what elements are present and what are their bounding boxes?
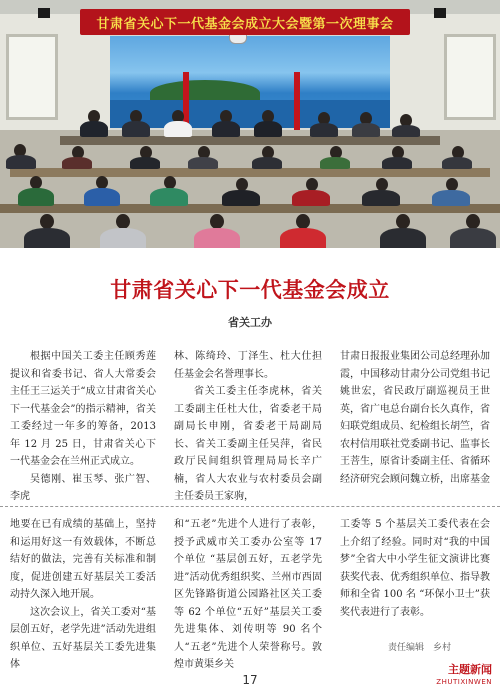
person bbox=[362, 190, 400, 206]
person-head bbox=[210, 214, 224, 229]
backdrop-sea bbox=[110, 100, 390, 128]
ceiling-lamp bbox=[229, 34, 247, 44]
person bbox=[100, 228, 146, 248]
person-head bbox=[116, 214, 130, 229]
text-column-4 bbox=[10, 516, 156, 674]
text-column-6 bbox=[340, 516, 490, 621]
column-pinyin: ZHUTIXINWEN bbox=[436, 678, 492, 686]
head-table bbox=[60, 136, 440, 145]
camera-icon bbox=[434, 8, 446, 18]
page-number: 17 bbox=[242, 673, 258, 687]
paragraph: 甘肃日报报业集团公司总经理孙加霞，中国移动甘肃分公司党组书记姚世宏，省民政厅副巡视员王世英，省广电总台副台长久真作，省妇联党组成员、纪检组长胡竺，省农村信用联社党委副书记、监事长王菩生，原省计委副主任、省循环经济研究会顾问魏立桥，出席基金 bbox=[340, 351, 490, 485]
person bbox=[84, 188, 120, 206]
camera-icon bbox=[38, 8, 50, 18]
person bbox=[352, 123, 380, 137]
article-byline: 省关工办 bbox=[228, 316, 272, 329]
person bbox=[292, 190, 330, 206]
flag-icon bbox=[294, 72, 300, 132]
window bbox=[6, 34, 58, 120]
window bbox=[444, 34, 496, 120]
person bbox=[380, 228, 426, 248]
person bbox=[450, 228, 496, 248]
paragraph: 林、陈绮玲、丁泽生、杜大仕担任基金会名誉理事长。 bbox=[174, 351, 322, 380]
paragraph: 地要在已有成绩的基础上，坚持和运用好这一有效载体，不断总结好的做法，完善有关标准和制度，促进创建五好基层关工委活动持久深入地开展。 bbox=[10, 519, 156, 600]
person bbox=[392, 125, 420, 137]
person-head bbox=[466, 214, 480, 229]
column-tag bbox=[436, 664, 492, 688]
person bbox=[212, 121, 240, 137]
article-title: 甘肃省关心下一代基金会成立 bbox=[110, 278, 390, 302]
person bbox=[24, 228, 70, 248]
meeting-photo bbox=[0, 0, 500, 248]
person bbox=[188, 157, 218, 169]
person bbox=[382, 157, 412, 169]
person bbox=[442, 157, 472, 169]
text-column-1 bbox=[10, 348, 156, 506]
person bbox=[6, 155, 36, 169]
text-column-5 bbox=[174, 516, 322, 674]
person bbox=[150, 188, 188, 206]
person bbox=[62, 157, 92, 169]
person bbox=[222, 190, 260, 206]
person bbox=[320, 157, 350, 169]
paragraph: 根据中国关工委主任顾秀莲提议和省委书记、省人大常委会主任王三运关于“成立甘肃省关心下一代基金会”的指示精神，省关工委经过一年多的筹备，2013 年 12 月 25 日，甘肃省关心下一代基金会在兰州正式成立。 bbox=[10, 351, 156, 467]
person bbox=[310, 123, 338, 137]
person bbox=[18, 188, 54, 206]
paragraph: 省关工委主任李虎林，省关工委副主任杜大仕，省委老干局副局长申刚，省委老干局副局长、省关工委副主任吴萍，省民政厅民间组织管理局局长辛广楠，省人大农业与农村委员会副主任委员王家驹， bbox=[174, 386, 322, 502]
person bbox=[280, 228, 326, 248]
person bbox=[164, 121, 192, 137]
responsible-editor: 责任编辑 乡村 bbox=[388, 643, 452, 653]
desk-row bbox=[10, 168, 490, 177]
paragraph: 吴德刚、崔玉琴、张广智、李虎 bbox=[10, 473, 156, 502]
person bbox=[252, 157, 282, 169]
text-column-3 bbox=[340, 348, 490, 488]
meeting-banner bbox=[80, 9, 410, 35]
person bbox=[122, 121, 150, 137]
person-head bbox=[40, 214, 54, 229]
paragraph: 和“五老”先进个人进行了表彰，授予武威市关工委办公室等 17 个单位 “基层创五好，五老学先进”活动优秀组织奖、兰州市西固区先锋路街道公园路社区关工委等 62 个单位“五好”基层关工委先进集体、刘传明等 90 名个人“五老”先进个人荣誉称号。敦煌市黄渠乡关 bbox=[174, 519, 322, 670]
person-head bbox=[396, 214, 410, 229]
paragraph: 这次会议上，省关工委对“基层创五好，老学先进”活动先进组织单位、五好基层关工委先进集体 bbox=[10, 606, 156, 670]
person bbox=[80, 121, 108, 137]
person bbox=[254, 121, 282, 137]
person bbox=[130, 157, 160, 169]
person bbox=[194, 228, 240, 248]
person-head bbox=[296, 214, 310, 229]
banner-text: 甘肃省关心下一代基金会成立大会暨第一次理事会 bbox=[96, 16, 394, 32]
column-name: 主题新闻 bbox=[448, 663, 492, 676]
section-divider bbox=[0, 506, 500, 508]
paragraph: 工委等 5 个基层关工委代表在会上介绍了经验。同时对“我的中国梦”全省大中小学生征文演讲比赛获奖代表、优秀组织单位、指导教师和全省 100 名 “环保小卫士”获奖代表进行了表彰。 bbox=[340, 519, 490, 618]
person bbox=[432, 190, 470, 206]
text-column-2 bbox=[174, 348, 322, 506]
